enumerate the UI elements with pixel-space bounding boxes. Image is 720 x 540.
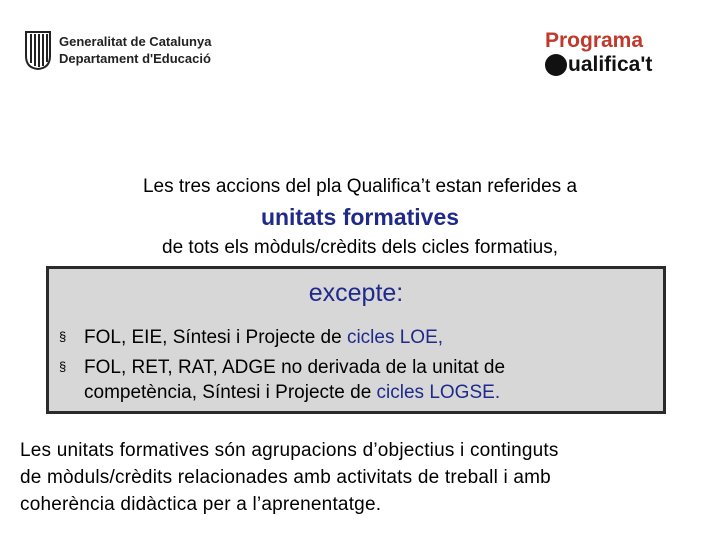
exception-box [46, 266, 666, 414]
department-name: Departament d'Educació [59, 51, 211, 66]
paragraph-line-1: Les unitats formatives són agrupacions d’objectius i continguts [20, 440, 559, 461]
item-1-text: FOL, EIE, Síntesi i Projecte de [84, 327, 347, 348]
exception-item-2-continuation [84, 380, 500, 406]
item-2-continuation: competència, Síntesi i Projecte de [84, 382, 377, 403]
bullet-icon: § [59, 359, 67, 374]
program-title: Programa [545, 29, 644, 52]
item-2-text: FOL, RET, RAT, ADGE no derivada de la unitat de [84, 357, 506, 378]
org-name: Generalitat de Catalunya [59, 34, 212, 49]
generalitat-logo [25, 30, 211, 70]
intro-line-3: de tots els mòduls/crèdits dels cicles formatius, [162, 237, 558, 258]
exception-item-1 [59, 324, 443, 351]
program-subtitle: ualifica't [568, 53, 653, 76]
exception-title: excepte: [308, 279, 404, 307]
item-2-tail: . [494, 382, 501, 403]
intro-line-1: Les tres accions del pla Qualifica’t estan referides a [142, 176, 578, 197]
definition-paragraph [20, 437, 710, 518]
paragraph-line-3: coherència didàctica per a l’aprenentatge. [20, 494, 382, 515]
intro-highlight: unitats formatives [260, 204, 460, 230]
item-2-highlight: cicles LOGSE [376, 382, 495, 403]
paragraph-line-2: de mòduls/crèdits relacionades amb activitats de treball i amb [20, 467, 551, 488]
generalitat-emblem-icon [25, 30, 51, 70]
exception-item-2 [59, 354, 505, 381]
bullet-icon: § [59, 329, 67, 344]
q-circle-icon [545, 54, 567, 76]
item-1-highlight: cicles LOE, [346, 327, 444, 348]
programa-qualificat-logo [545, 28, 675, 78]
